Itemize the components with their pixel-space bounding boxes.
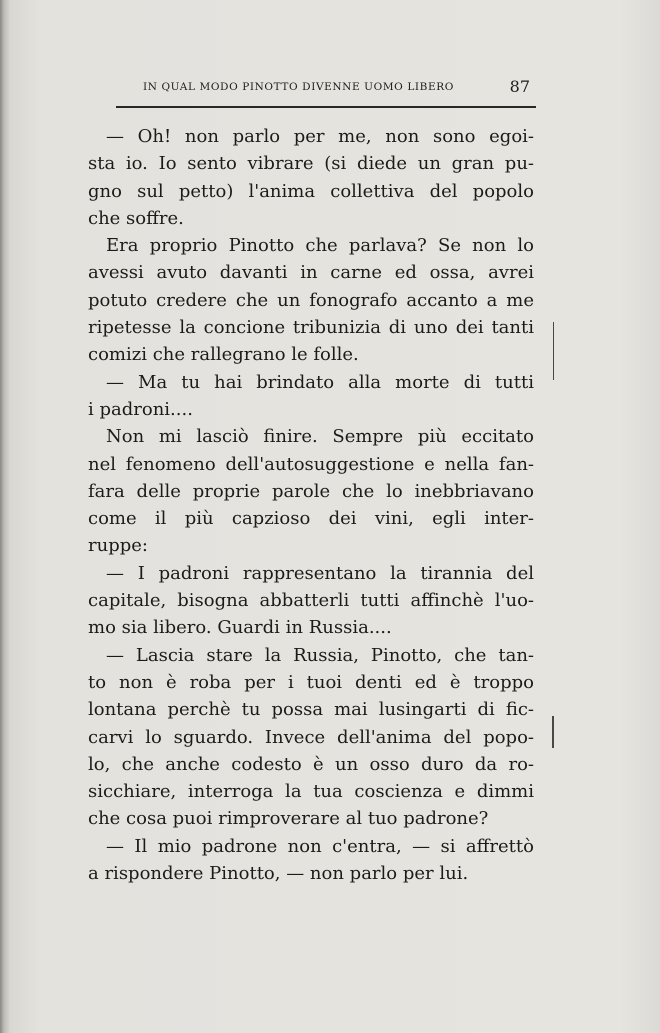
text-line: capitale, bisogna abbatterli tutti affinchè l'uo-	[88, 590, 534, 612]
text-line: carvi lo sguardo. Invece dell'anima del popo-	[88, 726, 534, 748]
text-line: mo sia libero. Guardi in Russia....	[88, 617, 392, 639]
text-line: — I padroni rappresentano la tirannia del	[106, 562, 534, 584]
text-line: comizi che rallegrano le folle.	[88, 344, 359, 366]
running-title: IN QUAL MODO PINOTTO DIVENNE UOMO LIBERO	[143, 81, 454, 93]
text-line: to non è roba per i tuoi denti ed è troppo	[88, 671, 534, 693]
text-line: fara delle proprie parole che lo inebbriavano	[88, 480, 534, 502]
body-text	[88, 123, 534, 887]
text-line: — Ma tu hai brindato alla morte di tutti	[106, 371, 534, 393]
text-line: potuto credere che un fonografo accanto a me	[88, 289, 534, 311]
text-line: che cosa puoi rimproverare al tuo padrone?	[88, 808, 489, 830]
text-line: ruppe:	[88, 535, 148, 557]
text-line: Era proprio Pinotto che parlava? Se non lo	[106, 235, 534, 257]
margin-mark	[553, 322, 554, 380]
text-line: nel fenomeno dell'autosuggestione e nella fan-	[88, 453, 534, 475]
text-line: sicchiare, interroga la tua coscienza e dimmi	[88, 781, 534, 803]
header-rule	[116, 106, 536, 108]
text-line: — Oh! non parlo per me, non sono egoi-	[106, 126, 534, 147]
text-line: che soffre.	[88, 207, 184, 229]
page-number: 87	[509, 77, 530, 96]
text-line: sta io. Io sento vibrare (si diede un gran pu-	[88, 153, 534, 175]
text-line: come il più capzioso dei vini, egli inter-	[88, 508, 534, 530]
text-line: gno sul petto) l'anima collettiva del popolo	[88, 180, 534, 202]
text-line: ripetesse la concione tribunizia di uno dei tanti	[88, 317, 534, 339]
text-line: lo, che anche codesto è un osso duro da ro-	[88, 753, 534, 775]
text-line: — Lascia stare la Russia, Pinotto, che tan-	[106, 644, 534, 666]
text-line: avessi avuto davanti in carne ed ossa, avrei	[88, 262, 534, 284]
text-line: i padroni....	[88, 398, 193, 420]
text-line: a rispondere Pinotto, — non parlo per lui.	[88, 863, 469, 885]
text-line: — Il mio padrone non c'entra, — si affrettò	[106, 835, 534, 857]
running-header	[143, 79, 530, 99]
text-line: Non mi lasciò finire. Sempre più eccitato	[106, 426, 534, 448]
margin-mark	[552, 716, 554, 748]
text-line: lontana perchè tu possa mai lusingarti di fic-	[88, 699, 534, 721]
